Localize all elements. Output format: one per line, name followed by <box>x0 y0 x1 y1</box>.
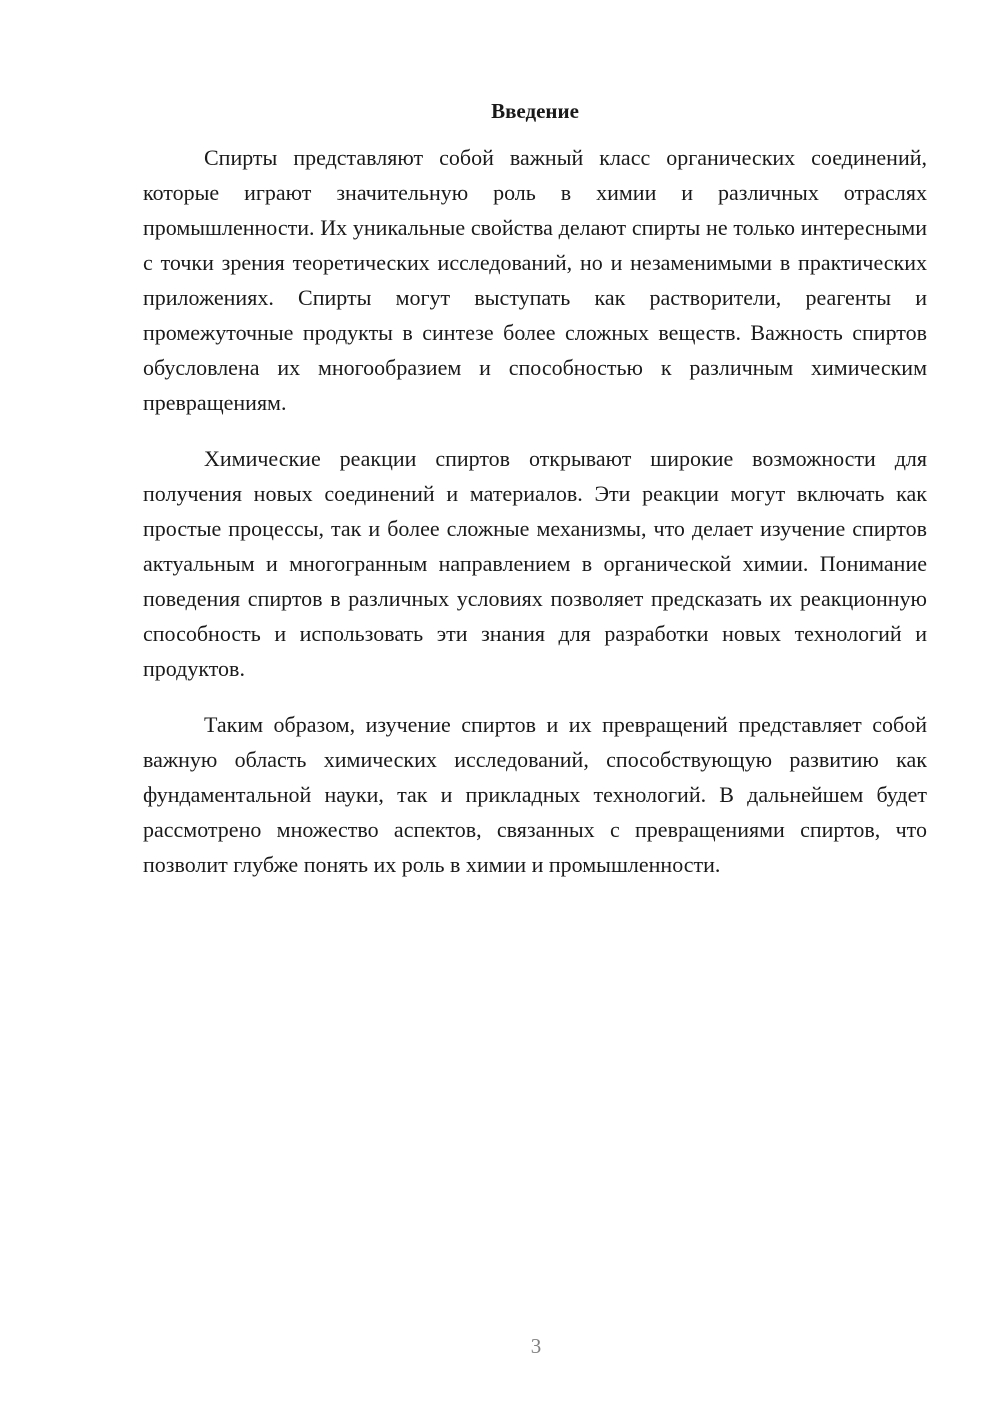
section-title: Введение <box>491 99 579 123</box>
paragraph-conclusion: Таким образом, изучение спиртов и их превращений представляет собой важную область химических исследований, способствующую развитию как фундаментальной науки, так и прикладных технологий. В дальнейшем будет рассмотрено множество аспектов, связанных с превращениями спиртов, что позволит глубже понять их роль в химии и промышленности. <box>143 712 927 877</box>
paragraph-reactions: Химические реакции спиртов открывают широкие возможности для получения новых соединений и материалов. Эти реакции могут включать как простые процессы, так и более сложные механизмы, что делает изучение спиртов актуальным и многогранным направлением в органической химии. Понимание поведения спиртов в различных условиях позволяет предсказать их реакционную способность и использовать эти знания для разработки новых технологий и продуктов. <box>143 446 927 681</box>
page-number: 3 <box>530 1334 542 1358</box>
paragraph-intro: Спирты представляют собой важный класс органических соединений, которые играют значительную роль в химии и различных отраслях промышленности. Их уникальные свойства делают спирты не только интересными с точки зрения теоретических исследований, но и незаменимыми в практических приложениях. Спирты могут выступать как растворители, реагенты и промежуточные продукты в синтезе более сложных веществ. Важность спиртов обусловлена их многообразием и способностью к различным химическим превращениям. <box>143 145 927 415</box>
page-body <box>143 96 927 903</box>
